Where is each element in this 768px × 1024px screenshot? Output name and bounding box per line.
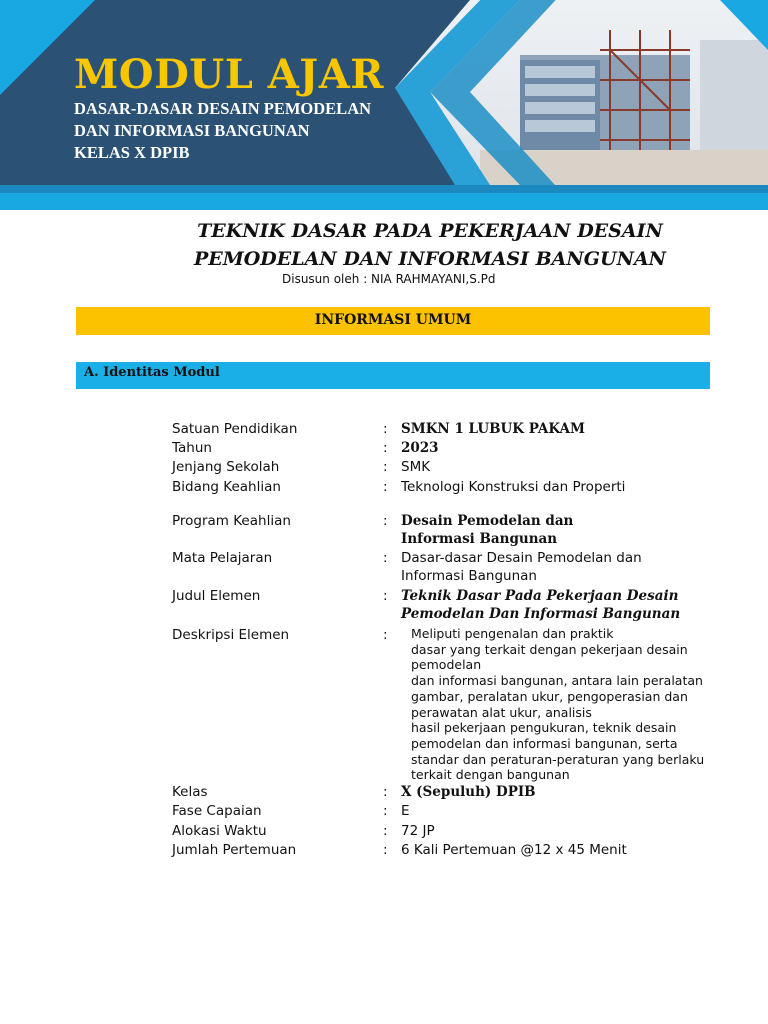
row-value: 2023 — [401, 440, 439, 456]
description-line: hasil pekerjaan pengukuran, teknik desain — [411, 720, 677, 736]
banner-subtitle-line-3: KELAS X DPIB — [74, 143, 190, 162]
section-informasi-umum: INFORMASI UMUM — [76, 307, 710, 335]
description-line: dasar yang terkait dengan pekerjaan desain — [411, 641, 688, 657]
header-banner — [0, 0, 768, 210]
row-label: Fase Capaian — [172, 803, 262, 819]
row-value: E — [401, 803, 410, 819]
section-identitas-modul: A. Identitas Modul — [76, 362, 710, 389]
author-line: Disusun oleh : NIA RAHMAYANI,S.Pd — [282, 272, 496, 286]
row-value — [401, 549, 701, 585]
description-line: pemodelan — [411, 657, 482, 673]
row-label: Kelas — [172, 784, 208, 800]
row-colon: : — [383, 627, 388, 643]
row-colon: : — [383, 479, 388, 495]
document-title-line-1: TEKNIK DASAR PADA PEKERJAAN DESAIN — [197, 220, 663, 242]
banner-title: MODUL AJAR — [74, 51, 384, 98]
row-colon: : — [383, 459, 388, 475]
row-colon: : — [383, 842, 388, 858]
description-line: standar dan peraturan-peraturan yang berlaku — [411, 751, 705, 767]
row-colon: : — [383, 803, 388, 819]
row-value — [401, 512, 701, 548]
row-value: X (Sepuluh) DPIB — [401, 784, 536, 800]
row-value-line: Informasi Bangunan — [401, 531, 558, 547]
banner-subtitle-line-1: DASAR-DASAR DESAIN PEMODELAN — [74, 99, 372, 118]
row-value — [411, 626, 711, 783]
banner-subtitle-line-2: DAN INFORMASI BANGUNAN — [74, 121, 310, 140]
row-value-line: Teknik Dasar Pada Pekerjaan Desain — [401, 588, 679, 604]
row-colon: : — [383, 513, 388, 529]
description-line: dan informasi bangunan, antara lain peralatan — [411, 673, 703, 689]
description-line: terkait dengan bangunan — [411, 767, 570, 783]
row-value-line: Pemodelan Dan Informasi Bangunan — [401, 606, 681, 622]
row-label: Tahun — [172, 440, 212, 456]
row-value: SMK — [401, 459, 431, 475]
row-label: Jumlah Pertemuan — [172, 842, 297, 858]
description-line: perawatan alat ukur, analisis — [411, 704, 592, 720]
row-value: Teknologi Konstruksi dan Properti — [401, 479, 626, 495]
row-colon: : — [383, 588, 388, 604]
row-colon: : — [383, 440, 388, 456]
document-title-line-2: PEMODELAN DAN INFORMASI BANGUNAN — [193, 248, 667, 270]
row-value: 72 JP — [401, 823, 435, 839]
description-line: Meliputi pengenalan dan praktik — [411, 626, 614, 641]
row-value-line: Informasi Bangunan — [401, 568, 537, 584]
row-value — [401, 587, 701, 623]
row-label: Satuan Pendidikan — [172, 421, 298, 437]
description-line: pemodelan dan informasi bangunan, serta — [411, 735, 678, 751]
row-value-line: Desain Pemodelan dan — [401, 513, 574, 529]
row-value: SMKN 1 LUBUK PAKAM — [401, 421, 585, 437]
row-colon: : — [383, 823, 388, 839]
row-value-line: Dasar-dasar Desain Pemodelan dan — [401, 550, 642, 566]
row-label: Program Keahlian — [172, 513, 291, 529]
row-label: Mata Pelajaran — [172, 550, 273, 566]
row-value: 6 Kali Pertemuan @12 x 45 Menit — [401, 842, 627, 858]
row-label: Judul Elemen — [172, 588, 261, 604]
row-label: Alokasi Waktu — [172, 823, 267, 839]
row-colon: : — [383, 421, 388, 437]
row-colon: : — [383, 784, 388, 800]
row-colon: : — [383, 550, 388, 566]
row-label: Jenjang Sekolah — [172, 459, 280, 475]
row-label: Bidang Keahlian — [172, 479, 281, 495]
row-label: Deskripsi Elemen — [172, 627, 290, 643]
description-line: gambar, peralatan ukur, pengoperasian dan — [411, 688, 688, 704]
